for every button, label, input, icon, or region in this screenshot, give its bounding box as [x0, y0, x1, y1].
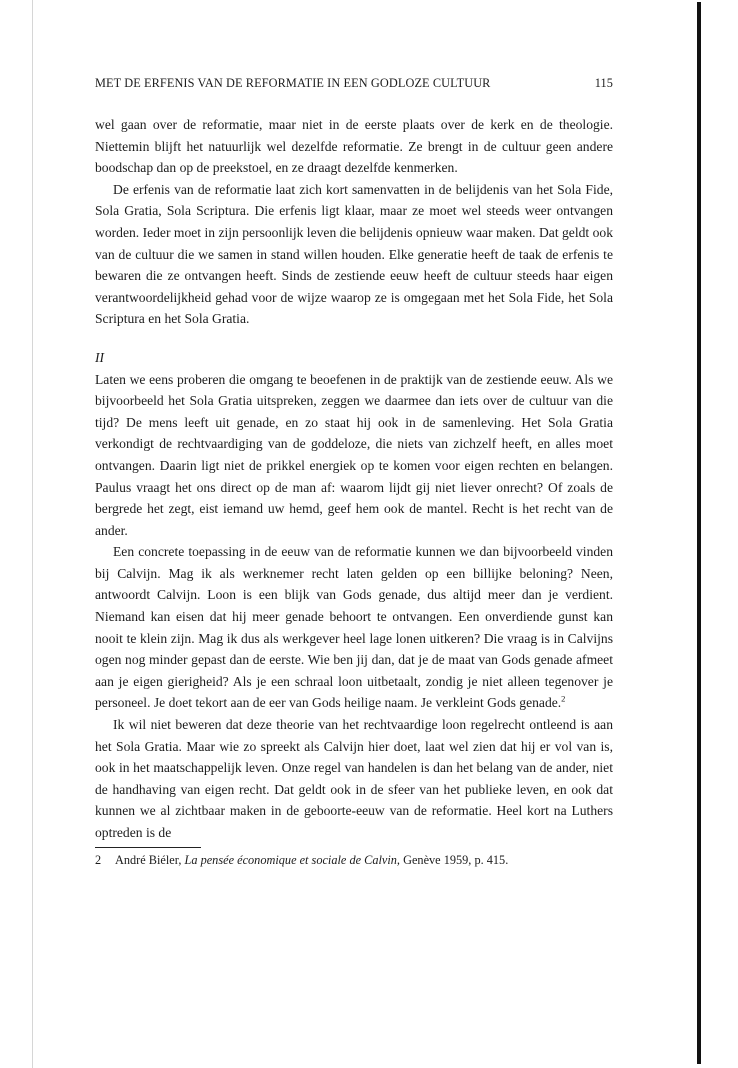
page-right-edge	[697, 2, 701, 1064]
running-head-title: MET DE ERFENIS VAN DE REFORMATIE IN EEN GODLOZE CULTUUR	[95, 76, 491, 90]
page-left-edge	[32, 0, 33, 1068]
paragraph-4-text: Een concrete toepassing in de eeuw van de reformatie kunnen we dan bijvoorbeeld vinden bij Calvijn. Mag ik als werknemer recht laten gelden op een billijke beloning? Neen, antwoordt Calvijn. Loon is een blijk van Gods genade, dus altijd meer dan je verdient. Niemand kan eisen dat hij meer genade behoort te ontvangen. Een onverdiende gunst kan nooit te klein zijn. Mag ik dus als werkgever heel lage lonen uitkeren? Die vraag is in Calvijns ogen nog minder gepast dan de eerste. Wie ben jij dan, dat je de maat van Gods genade afmeet aan je eigen gierigheid? Als je een schraal loon uitbetaalt, zondig je niet alleen tegenover je personeel. Je doet tekort aan de eer van Gods heilige naam. Je verkleint Gods genade.	[95, 544, 613, 711]
footnote	[95, 852, 613, 869]
paragraph-5: Ik wil niet beweren dat deze theorie van het rechtvaardige loon regelrecht ontleend is aan het Sola Gratia. Maar wie zo spreekt als Calvijn hier doet, laat wel zien dat hij er vol van is, ook in het maatschappelijk leven. Onze regel van handelen is dan het belang van de ander, niet de handhaving van eigen recht. Dat geldt ook in de sfeer van het publieke leven, en ook dat kunnen we al zichtbaar maken in de geboorte-eeuw van de reformatie. Heel kort na Luthers optreden is de	[95, 717, 613, 840]
footnote-rest: Genève 1959, p. 415.	[403, 852, 509, 867]
footnote-author: André Biéler,	[115, 852, 182, 867]
paragraph-2: De erfenis van de reformatie laat zich kort samenvatten in de belijdenis van het Sola Fide, Sola Gratia, Sola Scriptura. Die erfenis ligt klaar, maar ze moet wel steeds weer ontvangen worden. Ieder moet in zijn persoonlijk leven die belijdenis opnieuw waar maken. Dat geldt ook van de cultuur die we samen in stand willen houden. Elke generatie heeft de taak de erfenis te bewaren die ze ontvangen heeft. Sinds de zestiende eeuw heeft de cultuur steeds haar eigen verantwoordelijkheid gehad voor de wijze waarop ze is omgegaan met het Sola Fide, het Sola Scriptura en het Sola Gratia.	[95, 181, 613, 327]
page-number: 115	[594, 76, 613, 90]
footnote-title: La pensée économique et sociale de Calvin,	[184, 852, 400, 867]
footnote-reference[interactable]: 2	[561, 693, 566, 704]
footnote-rule	[95, 847, 201, 848]
body-text	[95, 114, 613, 844]
paragraph-4	[95, 541, 613, 714]
paragraph-1: wel gaan over de reformatie, maar niet in de eerste plaats over de kerk en de theologie. Niettemin blijft het natuurlijk wel dezelfde reformatie. Ze brengt in de cultuur geen andere boodschap dan op de preekstoel, en ze draagt dezelfde kenmerken.	[95, 117, 613, 176]
section-number: II	[95, 349, 105, 365]
paragraph-3: Laten we eens proberen die omgang te beoefenen in de praktijk van de zestiende eeuw. Als we bijvoorbeeld het Sola Gratia uitspreken, zeggen we daarmee dan iets over de cultuur van die tijd? De mens leeft uit genade, en zo staat hij ook in de samenleving. Het Sola Gratia verkondigt de rechtvaardiging van de goddeloze, die niets van zichzelf heeft, en alles moet ontvangen. Daarin ligt niet de prikkel energiek op te komen voor eigen rechten en belangen. Paulus vraagt het ons direct op de man af: waarom lijdt gij niet liever onrecht? Of zoals de bergrede het zegt, eist iemand uw hemd, geef hem ook de mantel. Recht is het recht van de ander.	[95, 371, 613, 538]
footnote-number: 2	[95, 852, 102, 867]
running-head	[95, 76, 613, 97]
book-page	[95, 76, 613, 869]
